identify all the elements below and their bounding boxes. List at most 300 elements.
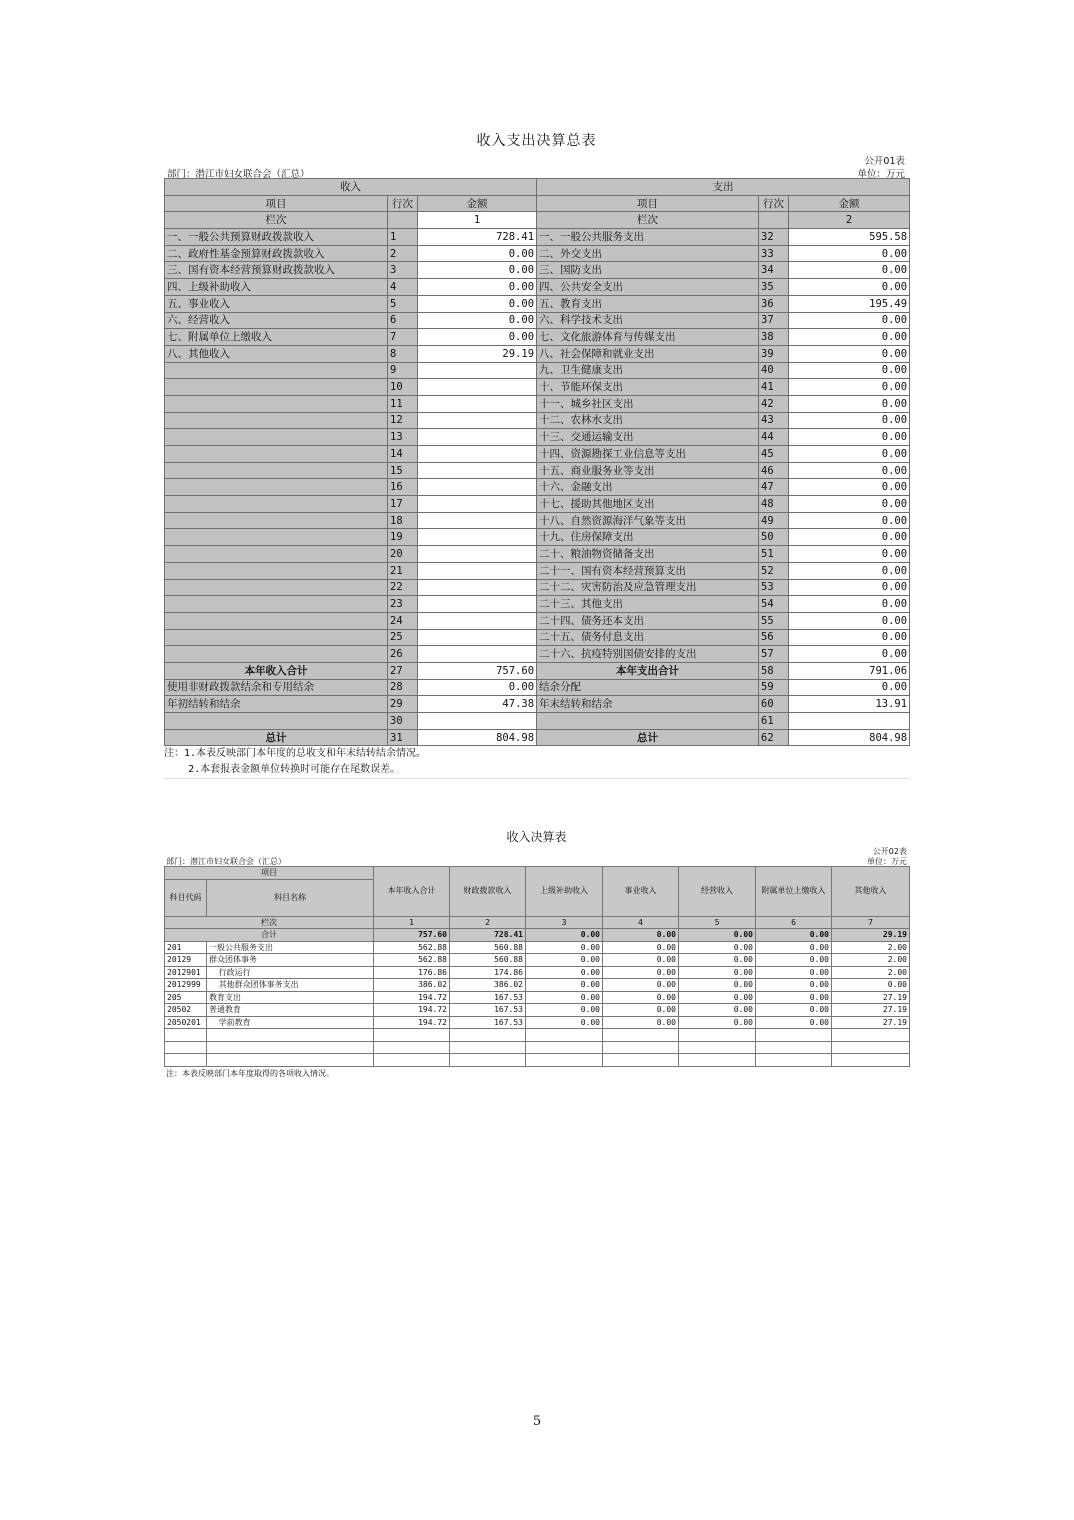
table2-empty-cell xyxy=(165,1054,207,1067)
table2-total-value: 0.00 xyxy=(756,929,832,942)
table2-value: 0.00 xyxy=(603,941,679,954)
income-amount: 0.00 xyxy=(418,262,537,279)
expense-amount: 0.00 xyxy=(789,629,910,646)
table2-column-header: 经营收入 xyxy=(679,867,756,917)
expense-item: 十八、自然资源海洋气象等支出 xyxy=(537,512,759,529)
table2-value: 0.00 xyxy=(526,966,603,979)
expense-item: 二十六、抗疫特别国债安排的支出 xyxy=(537,646,759,663)
table2-total-value: 0.00 xyxy=(603,929,679,942)
table2-department: 部门：潜江市妇女联合会（汇总） xyxy=(166,857,286,866)
expense-line: 43 xyxy=(759,412,789,429)
table2-value: 27.19 xyxy=(832,1016,910,1029)
income-item xyxy=(165,429,388,446)
table2-row xyxy=(165,941,910,954)
table2-value: 0.00 xyxy=(756,941,832,954)
expense-line: 62 xyxy=(759,729,789,746)
table2-value: 0.00 xyxy=(756,991,832,1004)
expense-index-line xyxy=(759,212,789,229)
expense-line: 49 xyxy=(759,512,789,529)
expense-item: 二十三、其他支出 xyxy=(537,596,759,613)
income-amount xyxy=(418,512,537,529)
table2-empty-cell xyxy=(603,1041,679,1054)
table2-value: 562.88 xyxy=(374,941,450,954)
income-item xyxy=(165,479,388,496)
table1-row xyxy=(165,629,910,646)
table2-value: 194.72 xyxy=(374,1016,450,1029)
income-item xyxy=(165,612,388,629)
table1-department: 部门：潜江市妇女联合会（汇总） xyxy=(167,169,310,180)
table1-row xyxy=(165,279,910,296)
income-line: 4 xyxy=(388,279,418,296)
income-line: 3 xyxy=(388,262,418,279)
expense-amount: 0.00 xyxy=(789,679,910,696)
table2-subject-code: 201 xyxy=(165,941,207,954)
table2-subject-name: 普通教育 xyxy=(207,1004,374,1017)
income-item xyxy=(165,379,388,396)
table1-row xyxy=(165,496,910,513)
income-item: 一、一般公共预算财政拨款收入 xyxy=(165,229,388,246)
expense-line: 58 xyxy=(759,662,789,679)
income-item xyxy=(165,629,388,646)
expense-line: 54 xyxy=(759,596,789,613)
income-item: 三、国有资本经营预算财政拨款收入 xyxy=(165,262,388,279)
income-item xyxy=(165,713,388,730)
table2-subject-code: 2012901 xyxy=(165,966,207,979)
table2-value: 0.00 xyxy=(679,954,756,967)
income-line: 2 xyxy=(388,245,418,262)
expense-item: 五、教育支出 xyxy=(537,295,759,312)
expense-amount: 791.06 xyxy=(789,662,910,679)
expense-line: 44 xyxy=(759,429,789,446)
table2-value: 0.00 xyxy=(603,991,679,1004)
table1-note-2: 2.本套报表金额单位转换时可能存在尾数误差。 xyxy=(164,764,401,776)
table2-name-header: 科目名称 xyxy=(207,879,374,916)
table2-empty-cell xyxy=(207,1041,374,1054)
expense-line: 39 xyxy=(759,345,789,362)
expense-amount: 0.00 xyxy=(789,329,910,346)
expense-index-value: 2 xyxy=(789,212,910,229)
table2-column-header: 财政拨款收入 xyxy=(450,867,526,917)
table2-subject-name: 学前教育 xyxy=(207,1016,374,1029)
income-amount: 0.00 xyxy=(418,295,537,312)
income-line: 7 xyxy=(388,329,418,346)
income-amount xyxy=(418,546,537,563)
income-amount: 0.00 xyxy=(418,279,537,296)
expense-amount: 0.00 xyxy=(789,345,910,362)
income-line: 29 xyxy=(388,696,418,713)
table2-header xyxy=(165,867,910,917)
table2-index-value: 2 xyxy=(450,916,526,929)
income-line: 15 xyxy=(388,462,418,479)
income-item xyxy=(165,412,388,429)
income-line: 31 xyxy=(388,729,418,746)
table1-row xyxy=(165,395,910,412)
expense-item: 十一、城乡社区支出 xyxy=(537,395,759,412)
table1-meta xyxy=(164,152,909,178)
expense-item: 二十四、债务还本支出 xyxy=(537,612,759,629)
expense-amount: 0.00 xyxy=(789,646,910,663)
income-amount xyxy=(418,562,537,579)
table2-subject-name: 教育支出 xyxy=(207,991,374,1004)
income-amount xyxy=(418,629,537,646)
income-line: 21 xyxy=(388,562,418,579)
table2-value: 194.72 xyxy=(374,991,450,1004)
table2-value: 560.88 xyxy=(450,941,526,954)
table2-empty-cell xyxy=(374,1029,450,1042)
expense-amount: 0.00 xyxy=(789,245,910,262)
expense-line: 45 xyxy=(759,446,789,463)
table2-total-value: 0.00 xyxy=(679,929,756,942)
table2-value: 0.00 xyxy=(679,966,756,979)
income-item xyxy=(165,579,388,596)
table2-index-value: 6 xyxy=(756,916,832,929)
table2-value: 0.00 xyxy=(756,966,832,979)
expense-amount: 0.00 xyxy=(789,562,910,579)
expense-item: 三、国防支出 xyxy=(537,262,759,279)
income-amount: 0.00 xyxy=(418,679,537,696)
expense-amount: 0.00 xyxy=(789,262,910,279)
income-item xyxy=(165,512,388,529)
table2-value: 167.53 xyxy=(450,1004,526,1017)
table2-subject-name: 行政运行 xyxy=(207,966,374,979)
table2-empty-cell xyxy=(207,1029,374,1042)
expense-line: 36 xyxy=(759,295,789,312)
table2-empty-cell xyxy=(756,1029,832,1042)
income-item: 五、事业收入 xyxy=(165,295,388,312)
income-expense-summary-table xyxy=(164,130,909,779)
table2-index-row xyxy=(165,916,910,929)
income-amount xyxy=(418,429,537,446)
table2-value: 176.86 xyxy=(374,966,450,979)
expense-amount: 13.91 xyxy=(789,696,910,713)
expense-line: 41 xyxy=(759,379,789,396)
income-line: 24 xyxy=(388,612,418,629)
table2-empty-cell xyxy=(603,1054,679,1067)
table2-value: 0.00 xyxy=(526,1016,603,1029)
expense-item: 二、外交支出 xyxy=(537,245,759,262)
table1-row xyxy=(165,429,910,446)
income-line: 26 xyxy=(388,646,418,663)
table1-row xyxy=(165,479,910,496)
income-item: 使用非财政拨款结余和专用结余 xyxy=(165,679,388,696)
income-amount xyxy=(418,446,537,463)
expense-item: 二十五、债务付息支出 xyxy=(537,629,759,646)
table2-value: 0.00 xyxy=(756,979,832,992)
table2-index-value: 7 xyxy=(832,916,910,929)
income-item: 二、政府性基金预算财政拨款收入 xyxy=(165,245,388,262)
income-line: 8 xyxy=(388,345,418,362)
table2-empty-cell xyxy=(832,1041,910,1054)
expense-item: 八、社会保障和就业支出 xyxy=(537,345,759,362)
table1-row xyxy=(165,696,910,713)
expense-line: 56 xyxy=(759,629,789,646)
expense-line: 32 xyxy=(759,229,789,246)
income-amount: 0.00 xyxy=(418,312,537,329)
page-number: 5 xyxy=(532,1414,542,1429)
expense-amount: 0.00 xyxy=(789,596,910,613)
expense-amount: 0.00 xyxy=(789,379,910,396)
table2-index-value: 5 xyxy=(679,916,756,929)
income-amount xyxy=(418,379,537,396)
expense-line: 60 xyxy=(759,696,789,713)
income-line: 16 xyxy=(388,479,418,496)
table2-column-header: 附属单位上缴收入 xyxy=(756,867,832,917)
table2-empty-cell xyxy=(526,1029,603,1042)
expense-amount: 595.58 xyxy=(789,229,910,246)
table1-row xyxy=(165,579,910,596)
expense-line: 53 xyxy=(759,579,789,596)
table1-row xyxy=(165,245,910,262)
expense-item: 九、卫生健康支出 xyxy=(537,362,759,379)
table2-empty-cell xyxy=(832,1029,910,1042)
table1-row xyxy=(165,362,910,379)
table2-value: 560.88 xyxy=(450,954,526,967)
table2-index-value: 1 xyxy=(374,916,450,929)
income-amount xyxy=(418,596,537,613)
table1-row xyxy=(165,662,910,679)
table1-title: 收入支出决算总表 xyxy=(476,133,597,149)
table1-grid xyxy=(164,178,910,746)
income-item xyxy=(165,446,388,463)
table2-empty-cell xyxy=(832,1054,910,1067)
table2-subject-code: 205 xyxy=(165,991,207,1004)
table2-empty-row xyxy=(165,1029,910,1042)
table2-column-header: 事业收入 xyxy=(603,867,679,917)
income-item xyxy=(165,646,388,663)
expense-amount: 0.00 xyxy=(789,579,910,596)
table2-item-header: 项目 xyxy=(165,867,374,880)
expense-amount: 0.00 xyxy=(789,446,910,463)
table2-value: 167.53 xyxy=(450,991,526,1004)
table2-value: 0.00 xyxy=(526,991,603,1004)
table2-title: 收入决算表 xyxy=(506,830,567,844)
income-item: 四、上级补助收入 xyxy=(165,279,388,296)
income-line: 13 xyxy=(388,429,418,446)
table2-subject-name: 其他群众团体事务支出 xyxy=(207,979,374,992)
table2-empty-cell xyxy=(526,1054,603,1067)
table2-value: 174.86 xyxy=(450,966,526,979)
expense-amount: 804.98 xyxy=(789,729,910,746)
income-amount-header: 金额 xyxy=(418,195,537,212)
table2-value: 2.00 xyxy=(832,954,910,967)
table2-empty-cell xyxy=(374,1054,450,1067)
income-amount: 757.60 xyxy=(418,662,537,679)
table2-row xyxy=(165,1004,910,1017)
table2-subject-code: 20129 xyxy=(165,954,207,967)
expense-amount xyxy=(789,713,910,730)
table2-subject-name: 一般公共服务支出 xyxy=(207,941,374,954)
table2-empty-cell xyxy=(165,1041,207,1054)
expense-item: 十六、金融支出 xyxy=(537,479,759,496)
table2-empty-cell xyxy=(207,1054,374,1067)
table2-empty-cell xyxy=(450,1054,526,1067)
table2-subject-code: 2012999 xyxy=(165,979,207,992)
income-item xyxy=(165,496,388,513)
table2-empty-cell xyxy=(756,1041,832,1054)
income-amount xyxy=(418,529,537,546)
table2-subject-name: 群众团体事务 xyxy=(207,954,374,967)
expense-item: 本年支出合计 xyxy=(537,662,759,679)
table2-value: 0.00 xyxy=(603,1004,679,1017)
table2-value: 0.00 xyxy=(756,1016,832,1029)
expense-line: 52 xyxy=(759,562,789,579)
table2-value: 27.19 xyxy=(832,1004,910,1017)
table2-row xyxy=(165,954,910,967)
table1-row xyxy=(165,229,910,246)
income-amount: 0.00 xyxy=(418,245,537,262)
table2-value: 0.00 xyxy=(756,954,832,967)
expense-item: 二十一、国有资本经营预算支出 xyxy=(537,562,759,579)
table1-unit: 单位：万元 xyxy=(857,169,905,180)
table2-note: 注：本表反映部门本年度取得的各项收入情况。 xyxy=(166,1068,334,1078)
expense-line-header: 行次 xyxy=(759,195,789,212)
table2-value: 0.00 xyxy=(679,1016,756,1029)
table1-row xyxy=(165,412,910,429)
expense-line: 46 xyxy=(759,462,789,479)
income-amount: 47.38 xyxy=(418,696,537,713)
table1-row xyxy=(165,546,910,563)
income-line: 19 xyxy=(388,529,418,546)
table2-row xyxy=(165,1016,910,1029)
table2-unit: 单位：万元 xyxy=(867,857,907,866)
income-line: 22 xyxy=(388,579,418,596)
table1-row xyxy=(165,612,910,629)
table1-row xyxy=(165,562,910,579)
table2-row xyxy=(165,979,910,992)
table2-value: 0.00 xyxy=(679,991,756,1004)
expense-item: 十三、交通运输支出 xyxy=(537,429,759,446)
expense-index-label: 栏次 xyxy=(537,212,759,229)
table2-value: 0.00 xyxy=(832,979,910,992)
expense-item: 十四、资源勘探工业信息等支出 xyxy=(537,446,759,463)
income-amount xyxy=(418,395,537,412)
table1-row xyxy=(165,512,910,529)
income-line: 11 xyxy=(388,395,418,412)
expense-line: 37 xyxy=(759,312,789,329)
income-item xyxy=(165,395,388,412)
table2-total-value: 0.00 xyxy=(526,929,603,942)
expense-item: 二十二、灾害防治及应急管理支出 xyxy=(537,579,759,596)
table2-value: 194.72 xyxy=(374,1004,450,1017)
expense-item: 六、科学技术支出 xyxy=(537,312,759,329)
table2-total-value: 757.60 xyxy=(374,929,450,942)
income-index-line xyxy=(388,212,418,229)
table1-form-code: 公开01表 xyxy=(864,156,905,167)
table1-row xyxy=(165,312,910,329)
income-amount: 0.00 xyxy=(418,329,537,346)
table2-empty-cell xyxy=(603,1029,679,1042)
expense-item: 七、文化旅游体育与传媒支出 xyxy=(537,329,759,346)
table2-index-value: 4 xyxy=(603,916,679,929)
income-item: 本年收入合计 xyxy=(165,662,388,679)
expense-amount: 0.00 xyxy=(789,362,910,379)
table2-subject-code: 2050201 xyxy=(165,1016,207,1029)
income-line: 12 xyxy=(388,412,418,429)
expense-item: 十七、援助其他地区支出 xyxy=(537,496,759,513)
table2-row xyxy=(165,966,910,979)
expense-line: 47 xyxy=(759,479,789,496)
expense-amount: 0.00 xyxy=(789,412,910,429)
table2-header-row xyxy=(165,867,910,880)
table1-row xyxy=(165,345,910,362)
income-amount: 728.41 xyxy=(418,229,537,246)
expense-line: 57 xyxy=(759,646,789,663)
table2-value: 0.00 xyxy=(526,1004,603,1017)
expense-line: 59 xyxy=(759,679,789,696)
income-amount xyxy=(418,412,537,429)
income-line: 6 xyxy=(388,312,418,329)
table2-column-header: 上级补助收入 xyxy=(526,867,603,917)
table2-value: 562.88 xyxy=(374,954,450,967)
table2-empty-cell xyxy=(756,1054,832,1067)
table1-row xyxy=(165,729,910,746)
expense-item xyxy=(537,713,759,730)
table1-row xyxy=(165,679,910,696)
table2-total-value: 29.19 xyxy=(832,929,910,942)
income-line: 17 xyxy=(388,496,418,513)
expense-item: 一、一般公共服务支出 xyxy=(537,229,759,246)
income-line: 20 xyxy=(388,546,418,563)
table2-total-value: 728.41 xyxy=(450,929,526,942)
income-line: 18 xyxy=(388,512,418,529)
table2-body xyxy=(165,916,910,1066)
table2-value: 0.00 xyxy=(603,954,679,967)
table2-meta xyxy=(164,846,909,866)
table2-value: 0.00 xyxy=(526,941,603,954)
expense-group-header: 支出 xyxy=(537,179,910,196)
expense-line: 38 xyxy=(759,329,789,346)
table2-empty-cell xyxy=(165,1029,207,1042)
expense-line: 51 xyxy=(759,546,789,563)
table2-empty-cell xyxy=(679,1041,756,1054)
income-line: 28 xyxy=(388,679,418,696)
expense-amount: 0.00 xyxy=(789,429,910,446)
income-amount: 804.98 xyxy=(418,729,537,746)
expense-amount: 0.00 xyxy=(789,512,910,529)
expense-line: 35 xyxy=(759,279,789,296)
table2-value: 0.00 xyxy=(603,979,679,992)
income-group-header: 收入 xyxy=(165,179,537,196)
table2-index-value: 3 xyxy=(526,916,603,929)
income-line: 25 xyxy=(388,629,418,646)
table2-value: 386.02 xyxy=(450,979,526,992)
expense-item: 总计 xyxy=(537,729,759,746)
table2-empty-cell xyxy=(679,1054,756,1067)
table2-value: 0.00 xyxy=(526,954,603,967)
income-item: 七、附属单位上缴收入 xyxy=(165,329,388,346)
table2-form-code: 公开02表 xyxy=(872,847,907,856)
income-line: 1 xyxy=(388,229,418,246)
income-amount xyxy=(418,713,537,730)
income-amount xyxy=(418,362,537,379)
income-item: 年初结转和结余 xyxy=(165,696,388,713)
table2-value: 27.19 xyxy=(832,991,910,1004)
income-item-header: 项目 xyxy=(165,195,388,212)
expense-item: 十、节能环保支出 xyxy=(537,379,759,396)
income-line: 30 xyxy=(388,713,418,730)
expense-item: 十五、商业服务业等支出 xyxy=(537,462,759,479)
table2-total-label: 合计 xyxy=(165,929,374,942)
expense-item: 十二、农林水支出 xyxy=(537,412,759,429)
expense-line: 50 xyxy=(759,529,789,546)
expense-amount: 0.00 xyxy=(789,395,910,412)
table2-index-label: 栏次 xyxy=(165,916,374,929)
table2-row xyxy=(165,991,910,1004)
table2-empty-cell xyxy=(450,1041,526,1054)
income-amount xyxy=(418,479,537,496)
expense-amount: 0.00 xyxy=(789,612,910,629)
table2-empty-row xyxy=(165,1054,910,1067)
